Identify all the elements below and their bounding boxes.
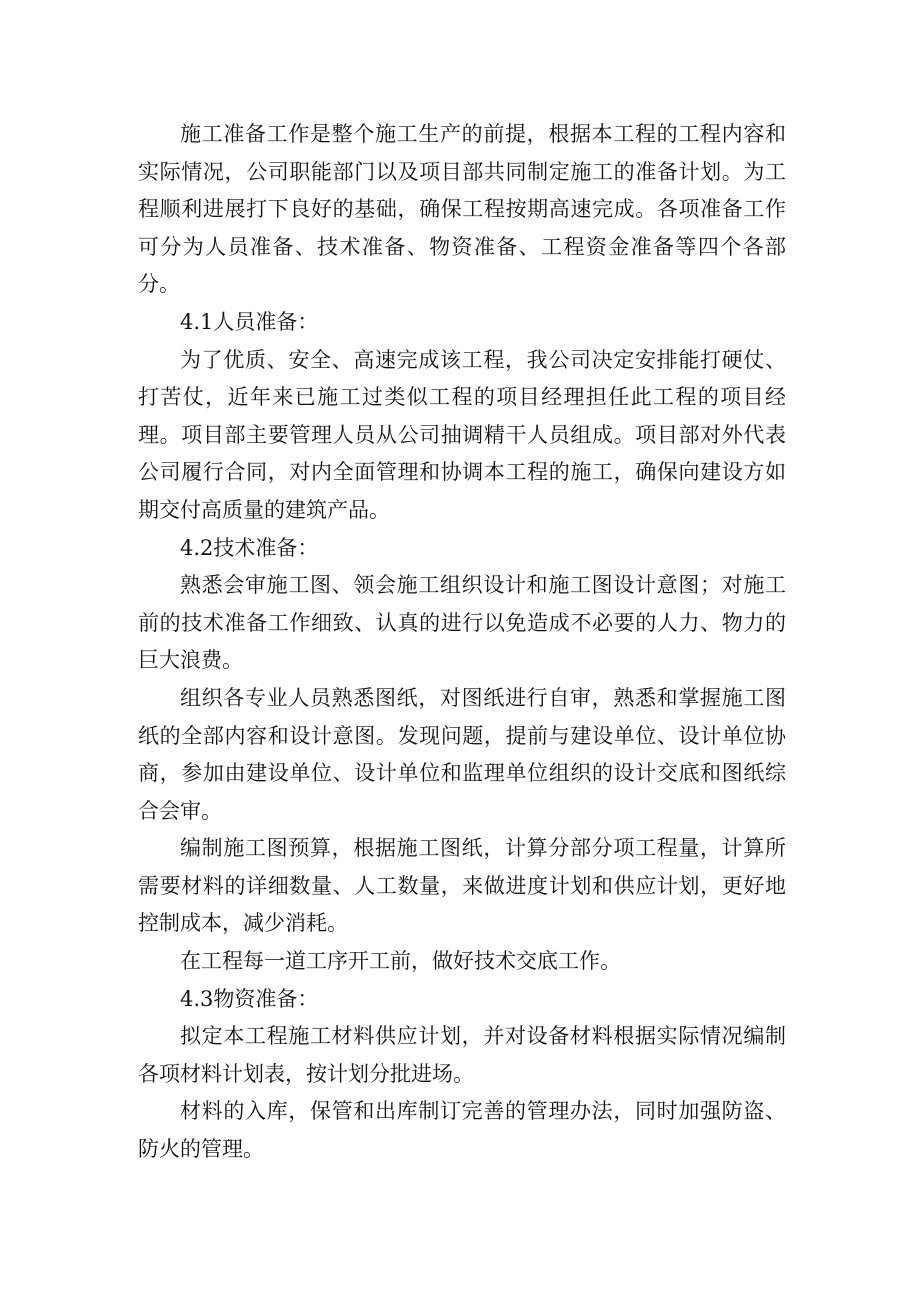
- paragraph-technical-4: 在工程每一道工序开工前，做好技术交底工作。: [180, 949, 621, 974]
- paragraph-materials-2: 材料的入库，保管和出库制订完善的管理办法，同时加强防盗、防火的管理。: [138, 1099, 786, 1162]
- section-heading-materials: 4.3物资准备：: [180, 986, 319, 1011]
- paragraph-technical-3: 编制施工图预算，根据施工图纸，计算分部分项工程量，计算所需要材料的详细数量、人工数量，来做进度计划和供应计划，更好地控制成本，减少消耗。: [138, 836, 786, 936]
- paragraph-technical-2: 组织各专业人员熟悉图纸，对图纸进行自审，熟悉和掌握施工图纸的全部内容和设计意图。发现问题，提前与建设单位、设计单位协商，参加由建设单位、设计单位和监理单位组织的设计交底和图纸综合会审。: [138, 685, 786, 823]
- section-heading-technical: 4.2技术准备：: [180, 535, 319, 560]
- paragraph-materials-1: 拟定本工程施工材料供应计划，并对设备材料根据实际情况编制各项材料计划表，按计划分批进场。: [138, 1024, 786, 1086]
- paragraph-personnel: 为了优质、安全、高速完成该工程，我公司决定安排能打硬仗、打苦仗，近年来已施工过类似工程的项目经理担任此工程的项目经理。项目部主要管理人员从公司抽调精干人员组成。项目部对外代表公司履行合同，对内全面管理和协调本工程的施工，确保向建设方如期交付高质量的建筑产品。: [138, 347, 786, 522]
- paragraph-intro: 施工准备工作是整个施工生产的前提，根据本工程的工程内容和实际情况，公司职能部门以及项目部共同制定施工的准备计划。为工程顺利进展打下良好的基础，确保工程按期高速完成。各项准备工作可分为人员准备、技术准备、物资准备、工程资金准备等四个各部分。: [138, 122, 786, 297]
- section-heading-personnel: 4.1人员准备：: [180, 309, 319, 334]
- document-body: [138, 116, 786, 1169]
- paragraph-technical-1: 熟悉会审施工图、领会施工组织设计和施工图设计意图；对施工前的技术准备工作细致、认真的进行以免造成不必要的人力、物力的巨大浪费。: [138, 573, 786, 673]
